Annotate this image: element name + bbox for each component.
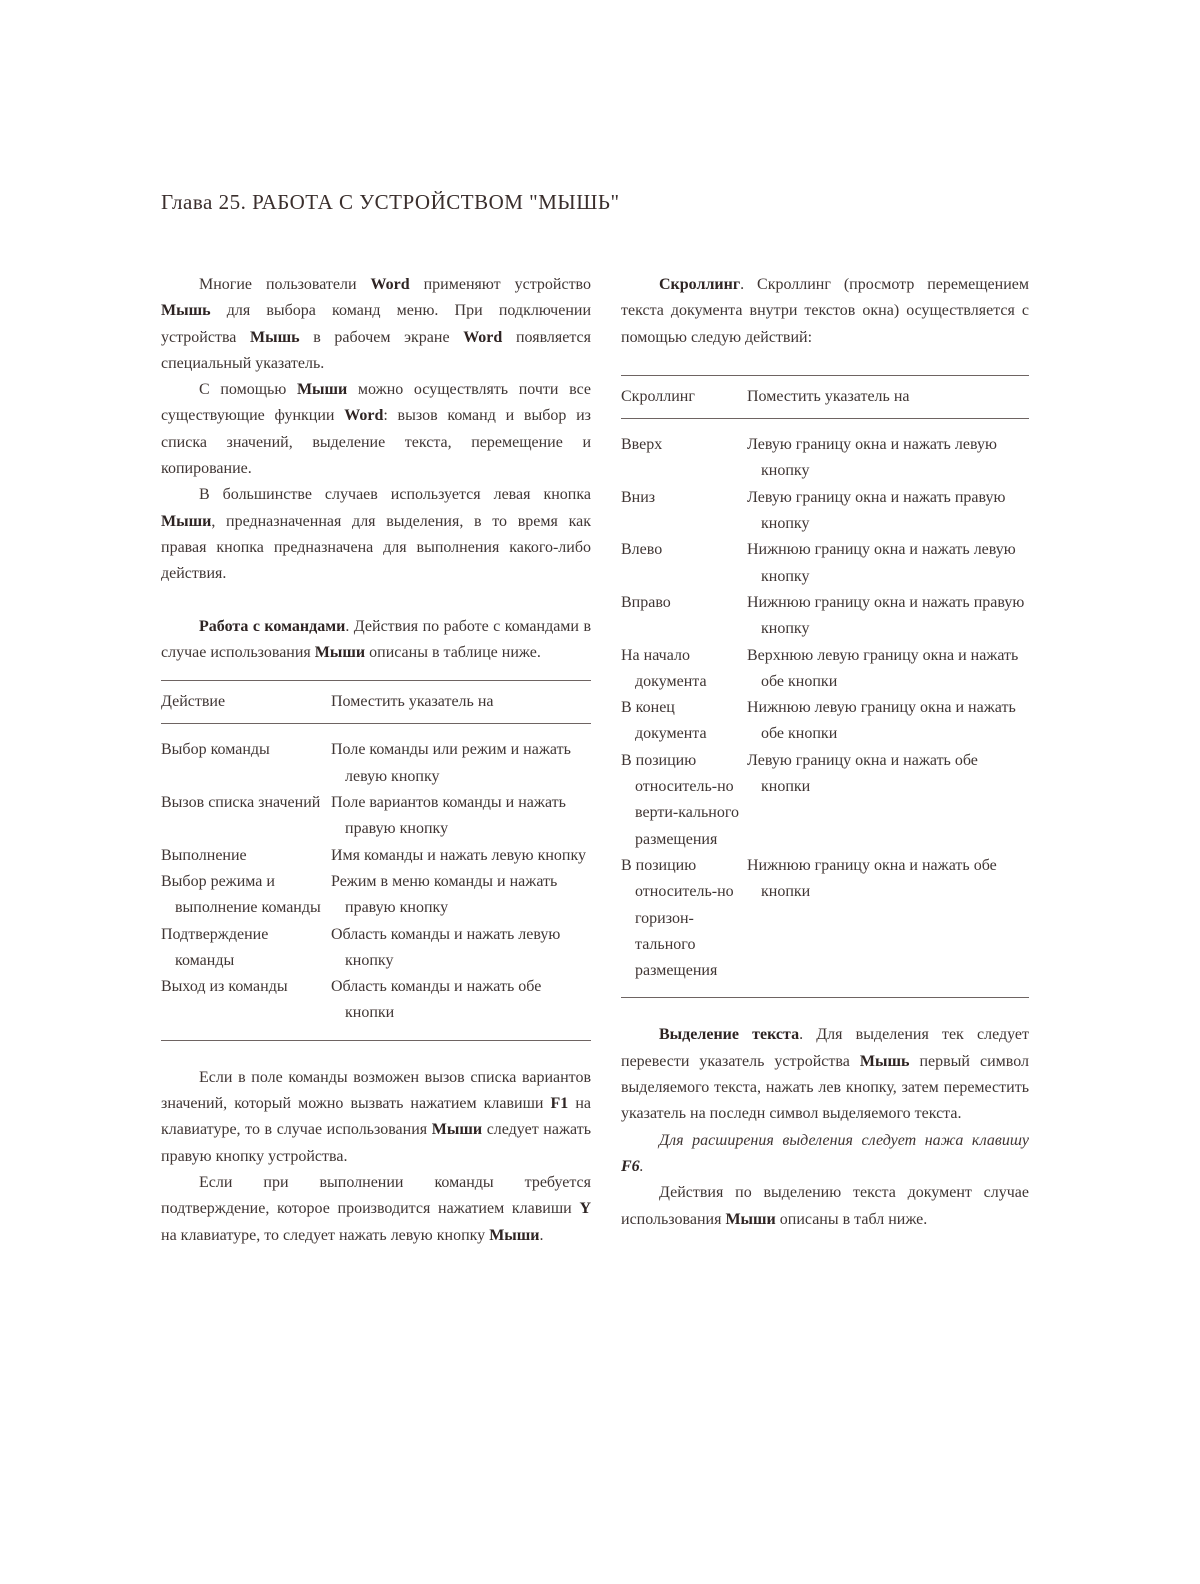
- paragraph: В большинстве случаев используется левая кнопка Мыши, предназначенная для выделения, в то время как правая кнопка предназначена для выполнения какого-либо действия.: [161, 486, 591, 583]
- table-header-target: Поместить указатель на: [331, 693, 494, 711]
- row-target-cell: Область команды и нажать обе кнопки: [331, 978, 542, 1022]
- row-action-cell: Выбор команды: [161, 741, 270, 759]
- row-target-cell: Имя команды и нажать левую кнопку: [331, 846, 587, 864]
- table-row: [161, 974, 591, 1027]
- bold-term: Выделение текста: [659, 1026, 800, 1044]
- table-header-target: Поместить указатель на: [747, 387, 910, 405]
- row-target-cell: Поле команды или режим и нажать левую кнопку: [331, 741, 571, 785]
- row-action-cell: В позицию относитель-но верти-кального размещения: [621, 751, 740, 848]
- table-bottom-rule: [161, 1040, 591, 1041]
- row-target-cell: Нижнюю границу окна и нажать правую кнопку: [747, 593, 1025, 638]
- table-row: [161, 737, 591, 790]
- bold-term: Мышь: [250, 328, 300, 346]
- table-row: [621, 432, 1029, 485]
- row-target-cell: Нижнюю границу окна и нажать левую кнопку: [747, 541, 1016, 585]
- bold-term: Word: [370, 276, 410, 293]
- bold-term: Работа с командами: [199, 617, 346, 635]
- row-action-cell: Выбор режима и выполнение команды: [161, 872, 321, 917]
- table-row: [621, 643, 1029, 696]
- row-action-cell: Вызов списка значений: [161, 794, 321, 812]
- table-header-action: Действие: [161, 693, 226, 711]
- bold-term: Мыши: [431, 1121, 483, 1139]
- right-after-paragraphs: [621, 1022, 1029, 1232]
- chapter-title: Глава 25. РАБОТА С УСТРОЙСТВОМ "МЫШЬ": [161, 190, 620, 214]
- row-target-cell: Левую границу окна и нажать левую кнопку: [747, 436, 997, 480]
- table-row: [621, 537, 1029, 590]
- row-action-cell: Вниз: [621, 488, 656, 506]
- row-action-cell: Вверх: [621, 436, 663, 454]
- bold-term: Мыши: [314, 643, 366, 661]
- paragraph: С помощью Мыши можно осуществлять почти все существующие функции Word: вызов команд и выбор из списка значений, выделение текста, перемещение и копирование.: [161, 381, 592, 478]
- bold-term: Word: [463, 328, 503, 346]
- table-row: [161, 869, 591, 922]
- table-row: [621, 590, 1029, 643]
- row-action-cell: На начало документа: [621, 646, 707, 690]
- row-action-cell: В позицию относитель-но горизон-тального размещения: [621, 856, 734, 980]
- row-target-cell: Нижнюю границу окна и нажать обе кнопки: [747, 856, 997, 901]
- row-action-cell: Вправо: [621, 593, 671, 611]
- bold-term: Мыши: [725, 1210, 776, 1228]
- row-target-cell: Режим в меню команды и нажать правую кнопку: [331, 872, 558, 917]
- row-target-cell: Левую границу окна и нажать обе кнопки: [747, 751, 978, 796]
- paragraph: Действия по выделению текста документ случае использования Мыши описаны в табл ниже.: [621, 1184, 1029, 1228]
- left-intro-paragraphs: [161, 272, 591, 588]
- row-target-cell: Нижнюю левую границу окна и нажать обе кнопки: [747, 699, 1016, 743]
- row-action-cell: Подтверждение команды: [161, 925, 269, 969]
- row-action-cell: В конец документа: [621, 699, 707, 743]
- row-target-cell: Область команды и нажать левую кнопку: [331, 925, 561, 969]
- row-action-cell: Выполнение: [161, 846, 247, 864]
- table-row: [161, 790, 591, 843]
- table-row: [161, 922, 591, 975]
- left-column: [161, 272, 591, 1249]
- paragraph: Многие пользователи Word применяют устройство Мышь для выбора команд меню. При подключении устройства Мышь в рабочем экране Word появляется специальный указатель.: [161, 276, 591, 372]
- table-row: [621, 695, 1029, 748]
- paragraph: Выделение текста. Для выделения тек следует перевести указатель устройства Мышь первый символ выделяемого текста, нажать лев кнопку, затем переместить указатель на последн символ выделяемого текста.: [621, 1026, 1029, 1123]
- row-target-cell: Поле вариантов команды и нажать правую кнопку: [331, 794, 566, 838]
- scroll-table: [621, 375, 1029, 999]
- bold-term: Скроллинг: [659, 276, 741, 293]
- bold-term: F1: [550, 1095, 569, 1113]
- left-after-paragraphs: [161, 1065, 591, 1249]
- bold-term: Y: [579, 1200, 591, 1218]
- paragraph: Для расширения выделения следует нажа клавишу F6.: [621, 1131, 1029, 1175]
- table-row: [621, 748, 1029, 853]
- bold-term: Мышь: [161, 302, 211, 320]
- commands-intro-paragraph: Работа с командами. Действия по работе с командами в случае использования Мыши описаны в таблице ниже.: [161, 617, 592, 661]
- row-action-cell: Выход из команды: [161, 978, 288, 996]
- paragraph: Если при выполнении команды требуется подтверждение, которое производится нажатием клавиши Y на клавиатуре, то следует нажать левую кнопку Мыши.: [161, 1173, 591, 1244]
- bold-term: Word: [344, 407, 384, 425]
- table-row: [621, 485, 1029, 538]
- bold-term: Мыши: [296, 381, 348, 399]
- bold-term: Мыши: [489, 1226, 540, 1244]
- table-header-row: [621, 376, 1029, 418]
- row-target-cell: Левую границу окна и нажать правую кнопку: [747, 488, 1006, 533]
- paragraph: Если в поле команды возможен вызов списка вариантов значений, который можно вызвать нажатием клавиши F1 на клавиатуре, то в случае использования Мыши следует нажать правую кнопку устройства.: [161, 1068, 592, 1165]
- table-header-action: Скроллинг: [621, 387, 695, 405]
- table-row: [621, 853, 1029, 984]
- scroll-intro-paragraph: Скроллинг. Скроллинг (просмотр перемещением текста документа внутри текстов окна) осуществляется с помощью следую действий:: [621, 276, 1029, 346]
- bold-term: Мышь: [859, 1052, 910, 1070]
- table-header-row: [161, 681, 591, 723]
- table-bottom-rule: [621, 997, 1029, 998]
- table-row: [161, 843, 591, 869]
- commands-table: [161, 680, 591, 1041]
- row-action-cell: Влево: [621, 541, 663, 559]
- bold-term: F6: [621, 1157, 640, 1175]
- bold-term: Мыши: [161, 512, 212, 530]
- right-column: [621, 272, 1029, 1233]
- row-target-cell: Верхнюю левую границу окна и нажать обе кнопки: [747, 646, 1019, 690]
